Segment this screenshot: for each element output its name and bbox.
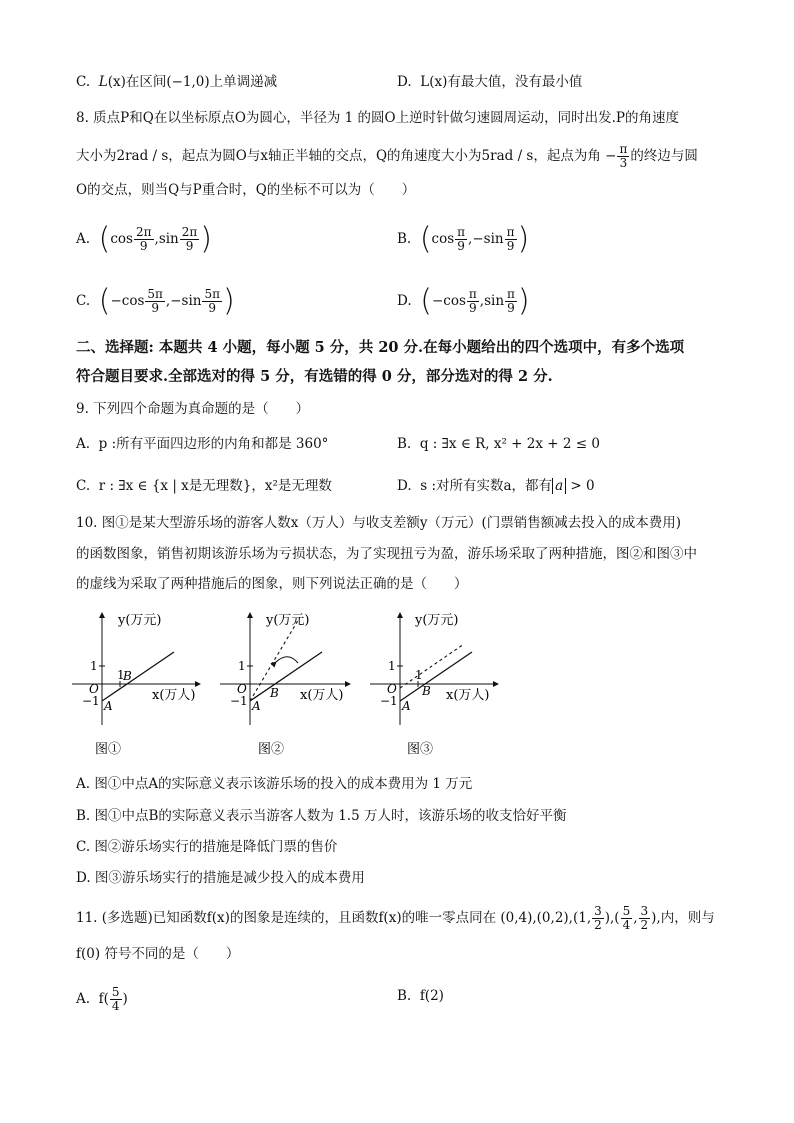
graph-3 (370, 613, 498, 757)
graph-3-caption: 图③ (407, 742, 434, 757)
q11-stem-line2: f(0) 符号不同的是（ ） (76, 946, 240, 962)
q9-option-d: D. s :对所有实数a，都有 a > 0 (397, 478, 595, 494)
q8-option-c: C. (−cos $\frac{5\pi}{9}$ ,−sin $\frac{5\pi}{9}$ ) (76, 283, 235, 319)
svg-text:B: B (123, 669, 132, 683)
q8-stem-line1: 8. 质点P和Q在以坐标原点O为圆心，半径为 1 的圆O上逆时针做匀速圆周运动，同时出发.P的角速度 (76, 110, 680, 126)
q7-option-d-label: D. (397, 74, 412, 90)
svg-text:1: 1 (388, 659, 396, 673)
q7-option-c-text: (x)在区间(−1,0)上单调递减 (107, 74, 278, 90)
q8-angle-fraction: $\frac{\pi}{3}$ (619, 142, 628, 170)
graph-2-xlabel: x(万人) (300, 688, 344, 703)
q8-option-b-label: B. (397, 231, 412, 247)
svg-text:1: 1 (415, 668, 423, 682)
q7-option-d-text: L(x)有最大值，没有最小值 (420, 74, 583, 90)
q8-stem-line2-post: 的终边与圆 (630, 148, 698, 164)
q10-stem-line1: 10. 图①是某大型游乐场的游客人数x（万人）与收支差额y（万元）(门票销售额减去投入的成本费用) (76, 515, 682, 531)
graph-1-caption: 图① (95, 742, 122, 757)
q9-option-b: B. q : ∃x ∈ R, x² + 2x + 2 ≤ 0 (397, 436, 600, 452)
q7-option-d (397, 72, 582, 92)
graph-1-xlabel: x(万人) (152, 688, 196, 703)
svg-text:B: B (422, 684, 431, 698)
q10-option-d: D. 图③游乐场实行的措施是减少投入的成本费用 (76, 870, 365, 886)
q10-stem-line3: 的虚线为采取了两种措施后的图象，则下列说法正确的是（ ） (76, 576, 468, 592)
svg-text:A: A (104, 699, 113, 713)
graph-1-ylabel: y(万元) (118, 613, 162, 628)
q10-stem-line2: 的函数图象，销售初期该游乐场为亏损状态，为了实现扭亏为盈，游乐场采取了两种措施，图②和图③中 (76, 546, 697, 562)
svg-text:−1: −1 (82, 694, 100, 708)
q9-option-a: A. p :所有平面四边形的内角和都是 360° (76, 436, 329, 452)
q8-option-d: D. (−cos $\frac{\pi}{9}$ ,sin $\frac{\pi}{9}$ ) (397, 283, 530, 319)
svg-text:1: 1 (238, 659, 246, 673)
q10-option-b: B. 图①中点B的实际意义表示当游客人数为 1.5 万人时，该游乐场的收支恰好平衡 (76, 808, 567, 824)
svg-text:O: O (89, 682, 99, 696)
graph-1 (72, 613, 200, 757)
q8-option-c-label: C. (76, 293, 91, 309)
svg-text:B: B (270, 686, 279, 700)
q8-option-d-label: D. (397, 293, 412, 309)
q10-option-c: C. 图②游乐场实行的措施是降低门票的售价 (76, 839, 338, 855)
q8-stem-line2-pre: 大小为2rad / s，起点为圆O与x轴正半轴的交点，Q的角速度大小为5rad / s，起点为角 − (76, 148, 617, 164)
q11-stem-line1: 11. (多选题)已知函数f(x)的图象是连续的，且函数f(x)的唯一零点同在 (0,4),(0,2),(1, $\frac{3}{2}$ ),( $\frac{5}{4}$ , $\frac{3}{2}$ ),内，则与 (76, 904, 715, 932)
q8-option-b: B. (cos $\frac{\pi}{9}$ ,−sin $\frac{\pi}{9}$ ) (397, 221, 530, 257)
graph-2 (220, 613, 350, 757)
section2-header-line1: 二、选择题: 本题共 4 小题，每小题 5 分，共 20 分.在每小题给出的四个选项中，有多个选项 (76, 339, 685, 356)
graph-3-xlabel: x(万人) (446, 688, 490, 703)
q8-stem-line2 (76, 143, 698, 170)
q9-stem: 9. 下列四个命题为真命题的是（ ） (76, 401, 310, 417)
q10-option-a: A. 图①中点A的实际意义表示该游乐场的投入的成本费用为 1 万元 (76, 776, 473, 792)
q10-graphs (60, 605, 510, 765)
q9-option-c: C. r : ∃x ∈ {x | x是无理数}，x²是无理数 (76, 478, 332, 494)
graph-2-ylabel: y(万元) (266, 613, 310, 628)
svg-text:−1: −1 (230, 694, 248, 708)
section2-header-line2: 符合题目要求.全部选对的得 5 分，有选错的得 0 分，部分选对的得 2 分. (76, 368, 553, 385)
svg-text:O: O (387, 682, 397, 696)
svg-text:1: 1 (117, 668, 125, 682)
svg-text:O: O (237, 682, 247, 696)
svg-text:1: 1 (90, 659, 98, 673)
graph-2-caption: 图② (258, 742, 285, 757)
svg-text:−1: −1 (380, 694, 398, 708)
q8-stem-line3: O的交点，则当Q与P重合时，Q的坐标不可以为（ ） (76, 182, 416, 198)
q7-option-c-label: C. (76, 74, 91, 90)
graph-3-ylabel: y(万元) (415, 613, 459, 628)
q7-option-c-func: L (98, 74, 108, 90)
q11-option-a: A. f( $\frac{5}{4}$ ) (76, 985, 128, 1013)
q7-option-c (76, 72, 277, 92)
q8-option-a-label: A. (76, 231, 91, 247)
svg-text:A: A (402, 699, 411, 713)
svg-text:A: A (252, 699, 261, 713)
q11-option-b: B. f(2) (397, 988, 444, 1004)
q8-option-a: A. (cos $\frac{2\pi}{9}$ ,sin $\frac{2\pi}{9}$ ) (76, 221, 213, 257)
